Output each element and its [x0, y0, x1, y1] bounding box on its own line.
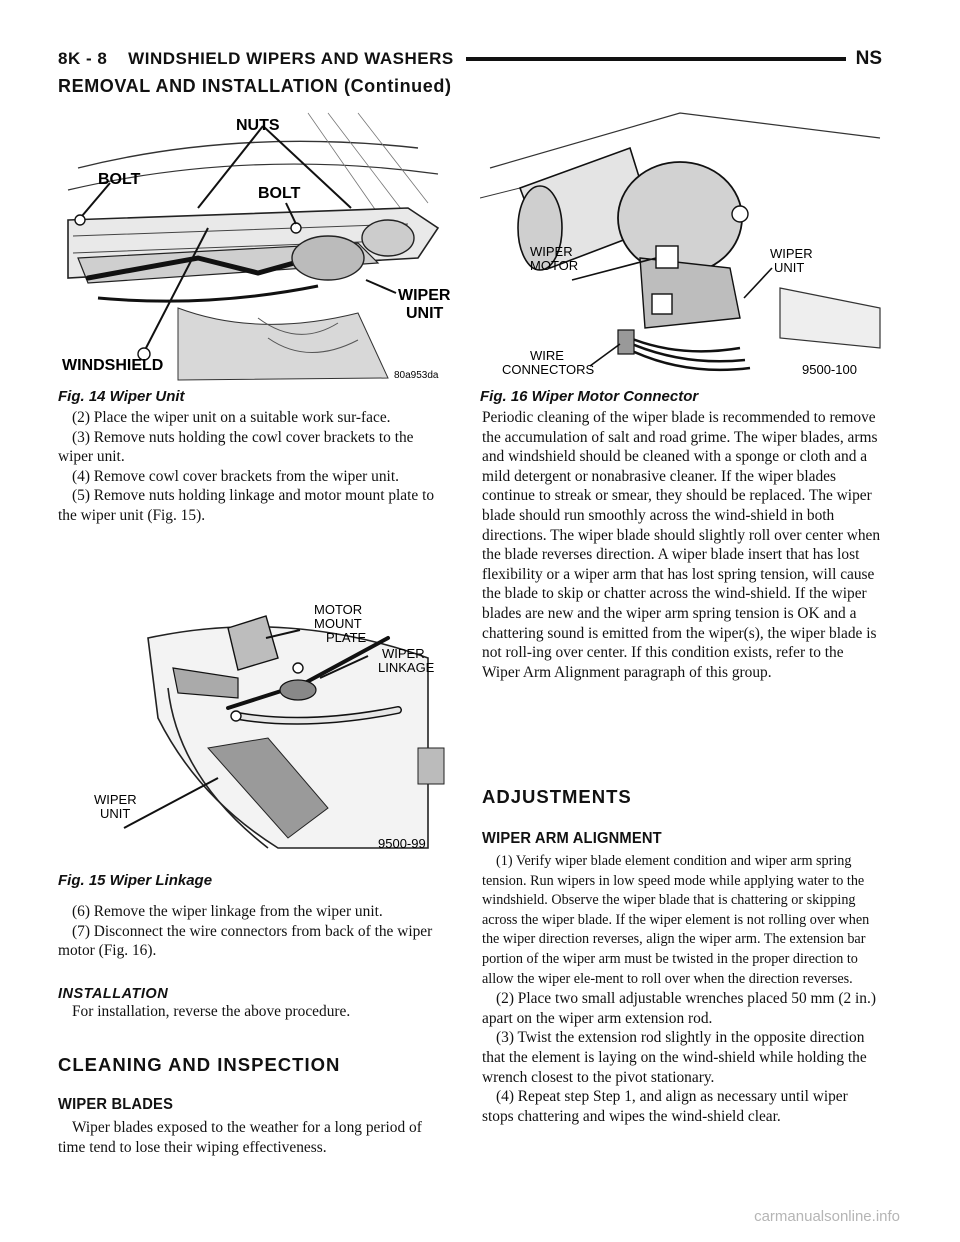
figure-15-illustration	[88, 598, 450, 868]
watermark-link[interactable]: carmanualsonline.info	[754, 1208, 900, 1225]
fig14-figure-code: 80a953da	[394, 370, 439, 381]
alignment-step-2: (2) Place two small adjustable wrenches placed 50 mm (2 in.) apart on the wiper arm extension rod.	[482, 990, 876, 1027]
adjustments-heading: ADJUSTMENTS	[482, 786, 632, 807]
figure-14-illustration	[58, 108, 450, 386]
alignment-step-4: (4) Repeat step Step 1, and align as necessary until wiper stops chattering and wipes the wind-shield clear.	[482, 1088, 848, 1125]
wiper-blades-heading: WIPER BLADES	[58, 1096, 174, 1113]
header-rule	[466, 57, 846, 61]
wiper-arm-alignment-heading: WIPER ARM ALIGNMENT	[482, 830, 662, 847]
page-header	[58, 44, 882, 74]
step-5: (5) Remove nuts holding linkage and motor mount plate to the wiper unit (Fig. 15).	[58, 487, 435, 524]
fig14-label-bolt-left: BOLT	[98, 171, 141, 188]
step-6: (6) Remove the wiper linkage from the wiper unit.	[72, 903, 383, 920]
adjustments-section	[482, 786, 882, 1126]
cleaning-section	[58, 1054, 450, 1157]
cleaning-heading: CLEANING AND INSPECTION	[58, 1054, 341, 1075]
fig14-label-unit: UNIT	[406, 305, 444, 322]
figure-14	[58, 108, 450, 405]
fig15-label-mount: MOUNT	[314, 616, 362, 631]
fig14-caption: Fig. 14 Wiper Unit	[58, 388, 185, 405]
fig15-figure-code: 9500-99	[378, 836, 426, 851]
fig16-label-wiper-unit-2: UNIT	[774, 260, 805, 275]
header-section-code: NS	[855, 48, 882, 69]
fig15-label-linkage: LINKAGE	[378, 660, 435, 675]
figure-15	[88, 598, 450, 868]
header-title: 8K - 8 WINDSHIELD WIPERS AND WASHERS	[58, 49, 454, 68]
removal-steps-a	[58, 408, 450, 526]
fig16-caption: Fig. 16 Wiper Motor Connector	[480, 388, 699, 405]
fig16-label-wiper-motor-1: WIPER	[530, 244, 573, 259]
alignment-step-1: (1) Verify wiper blade element condition and wiper arm spring tension. Run wipers in low speed mode while applying water to the windshield. Observe the wiper blade that is chattering or skipping across the wiper blade. If the wiper element is not rolling over when the wiper direction reverses, align the wiper arm. The extension bar portion of the wiper arm must be twisted in the proper direction to allow the wiper ele-ment to roll over when the direction reverses.	[482, 853, 870, 987]
step-2: (2) Place the wiper unit on a suitable work sur-face.	[72, 409, 391, 426]
fig14-label-wiper: WIPER	[398, 287, 450, 304]
fig14-label-nuts: NUTS	[236, 117, 280, 134]
figure-16-illustration	[480, 108, 884, 386]
fig16-label-wiper-unit-1: WIPER	[770, 246, 813, 261]
fig14-label-windshield: WINDSHIELD	[62, 357, 164, 374]
fig16-figure-code: 9500-100	[802, 362, 857, 377]
fig15-label-motor: MOTOR	[314, 602, 363, 617]
section-title: REMOVAL AND INSTALLATION (Continued)	[58, 76, 452, 96]
fig15-label-plate: PLATE	[326, 630, 367, 645]
installation-heading: INSTALLATION	[58, 986, 169, 1002]
installation-text: For installation, reverse the above procedure.	[72, 1003, 351, 1020]
fig14-label-bolt-right: BOLT	[258, 185, 301, 202]
installation-section	[58, 986, 450, 1022]
fig15-caption: Fig. 15 Wiper Linkage	[58, 872, 213, 889]
step-7: (7) Disconnect the wire connectors from back of the wiper motor (Fig. 16).	[58, 922, 433, 960]
cleaning-continued	[482, 408, 882, 682]
fig16-label-wire: WIRE	[530, 348, 564, 363]
step-4: (4) Remove cowl cover brackets from the wiper unit.	[72, 467, 399, 485]
wiper-blades-text: Wiper blades exposed to the weather for a long period of time tend to lose their wiping effectiveness.	[58, 1119, 422, 1156]
wiper-blades-text-continued: Periodic cleaning of the wiper blade is recommended to remove the accumulation of salt and road grime. The wiper blades, arms and windshield should be cleaned with a sponge or cloth and a mild detergent or nonabrasive cleaner. If the wiper blades continue to streak or smear, they should be replaced. The wiper blade should run smoothly across the wind-shield in both directions. The wiper blade should slightly roll over center when the blade reverses direction. A wiper blade insert that has lost flexibility or a wiper arm that has lost spring tension, will cause the blade to skip or chatter across the wind-shield. If the wiper blades are new and the wiper arm spring tension is OK and a chattering sound is emitted from the wiper(s), the wiper blade is not roll-ing over center. If this condition exists, refer to the Wiper Arm Alignment paragraph of this group.	[482, 409, 881, 681]
fig15-label-wiper: WIPER	[382, 646, 425, 661]
fig15-label-wiper-unit-1: WIPER	[94, 792, 137, 807]
step-3: (3) Remove nuts holding the cowl cover brackets to the wiper unit.	[58, 428, 414, 466]
alignment-step-3: (3) Twist the extension rod slightly in the opposite direction that the element is laying on the wind-shield while holding the wrench closest to the pivot stationary.	[482, 1029, 867, 1086]
fig15-label-wiper-unit-2: UNIT	[100, 806, 131, 821]
fig16-label-wiper-motor-2: MOTOR	[530, 258, 579, 273]
fig16-label-connectors: CONNECTORS	[502, 362, 595, 377]
removal-steps-b	[58, 902, 450, 961]
figure-16	[480, 108, 884, 405]
